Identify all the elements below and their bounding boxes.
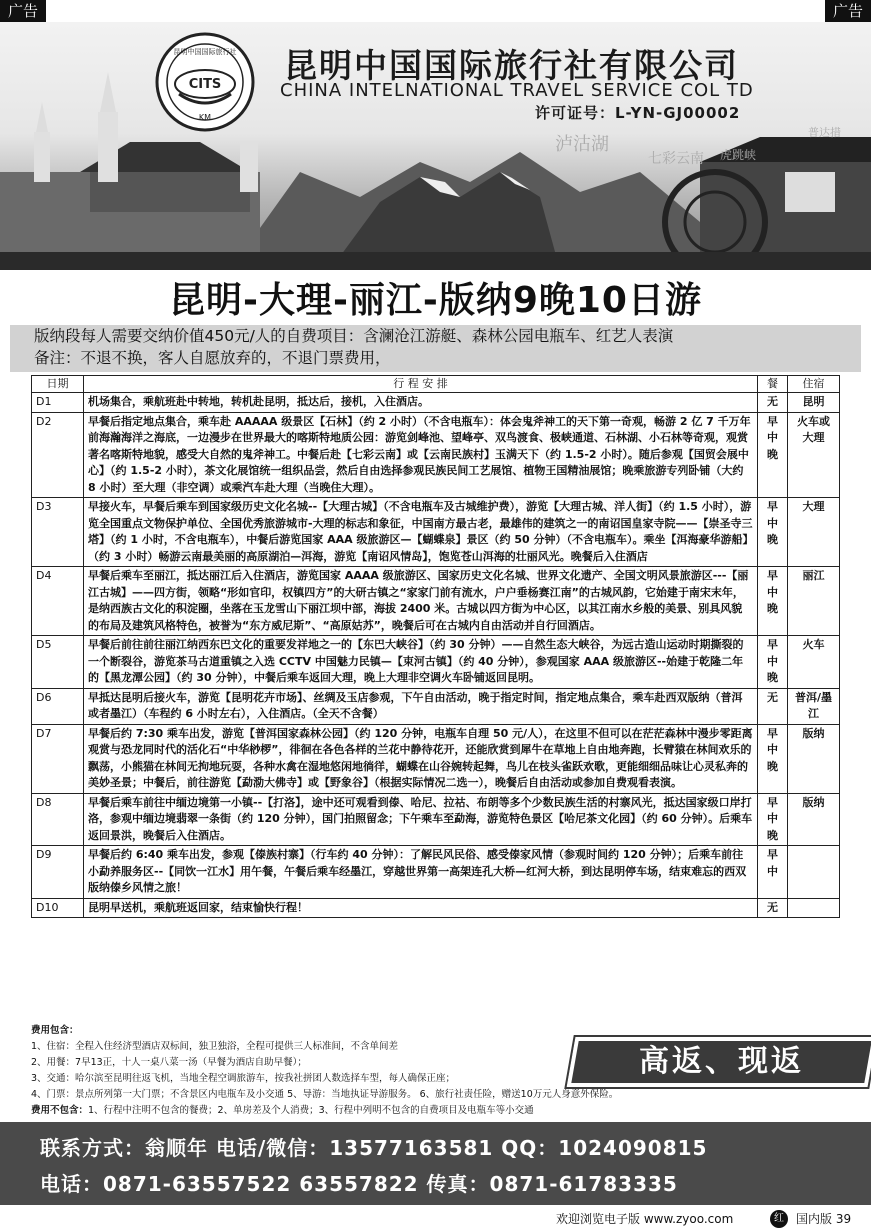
meal-cell: 早 中 晚 [758,567,788,636]
table-row [32,846,840,899]
plan-cell: 早餐后约 6:40 乘车出发，参观【傣族村寨】（行车约 40 分钟）：了解民风民俗、感受傣家风情（参观时间约 120 分钟）；后乘车前往小勐养服务区--【同饮一江水】用午餐，午餐后乘车经墨江，穿越世界第一高架连孔大桥—红河大桥，到达昆明停车场，结束难忘的西双版纳傣乡风情之旅！ [84,846,758,899]
header-meal: 餐 [758,376,788,393]
stay-cell: 火车 [788,636,840,689]
fee-include-item: 4、门票：景点所列第一大门票；不含景区内电瓶车及小交通 5、导游：当地执证导游服务。 6、旅行社责任险，赠送10万元人身意外保险。 [31,1089,619,1100]
header-banner [0,22,871,270]
stay-cell: 版纳 [788,793,840,846]
table-header-row [32,376,840,393]
logo-arc-text: 昆明中国国际旅行社 [173,48,237,56]
table-row [32,567,840,636]
stay-cell [788,898,840,918]
promo-text: 高返、现返 [639,1044,804,1079]
fee-include-item: 1、住宿：全程入住经济型酒店双标间，独卫独浴，全程可提供三人标准间，不含单间差 [31,1041,399,1052]
stay-cell [788,846,840,899]
ghost-label: 泸沽湖 [555,134,609,155]
header-date: 日期 [32,376,84,393]
table-row [32,393,840,413]
table-row [32,636,840,689]
meal-cell: 早 中 晚 [758,498,788,567]
plan-cell: 早餐后指定地点集合，乘车赴 AAAAA 级景区【石林】（约 2 小时）（不含电瓶车）：体会鬼斧神工的天下第一奇观，畅游 2 亿 7 千万年前海瀚海洋之海底，一边漫步在世界最大的喀斯特地质公园：游览剑峰池、望峰亭、双鸟渡食、极峡通道、石林湖、小石林等奇观，观赏著名喀斯特地貌，感受大自然的鬼斧神工。中餐后赴【七彩云南】或【云南民族村】玉满天下（约 1.5-2 小时）。随后参观【国贸会展中心】（约 1.5-2 小时），茶文化展馆统一组织品尝，然后自由选择参观民族民间工艺展馆、植物王国精油展馆；晚乘旅游专列卧铺（大约 8 小时）至大理（非空调）或乘汽车赴大理（当晚住大理）。 [84,412,758,498]
fee-include-item: 3、交通：哈尔滨至昆明往返飞机，当地全程空调旅游车，按我社拼团人数选择车型，每人确保正座； [31,1073,456,1084]
stay-cell: 昆明 [788,393,840,413]
meal-cell: 无 [758,898,788,918]
ad-tag-left: 广告 [0,0,46,22]
header-stay: 住宿 [788,376,840,393]
ad-tag-right: 广告 [825,0,871,22]
plan-cell: 昆明早送机，乘航班返回家，结束愉快行程！ [84,898,758,918]
notice-band [10,325,861,372]
day-cell: D3 [32,498,84,567]
promo-badge [567,1037,871,1087]
meal-cell: 无 [758,393,788,413]
day-cell: D8 [32,793,84,846]
stay-cell: 大理 [788,498,840,567]
contact-line-2: 电话：0871-63557522 63557822 传真：0871-61783335 [40,1172,678,1196]
plan-cell: 早接火车，早餐后乘车到国家级历史文化名城--【大理古城】（不含电瓶车及古城维护费），游览【大理古城、洋人街】（约 1.5 小时），游览全国重点文物保护单位、全国优秀旅游城市-大理的标志和象征，中国南方最古老，最雄伟的建筑之一的南诏国皇家寺院——【崇圣寺三塔】（约 1 小时，不含电瓶车），中餐后游览国家 AAA 级旅游区—【蝴蝶泉】景区（约 50 分钟）（不含电瓶车）。乘坐【洱海豪华游船】（约 3 小时）畅游云南最美丽的高原湖泊—洱海，游览【南诏风情岛】，饱览苍山洱海的壮丽风光。晚餐后入住酒店 [84,498,758,567]
day-cell: D4 [32,567,84,636]
table-row [32,724,840,793]
cits-logo [155,32,255,132]
company-name-en: CHINA INTELNATIONAL TRAVEL SERVICE COL TD [280,80,754,101]
itinerary-table [31,375,840,918]
page-footer [0,1208,871,1230]
plan-cell: 早餐后前往前往丽江纳西东巴文化的重要发祥地之一的【东巴大峡谷】（约 30 分钟）——自然生态大峡谷，为远古造山运动时期撕裂的一个断裂谷，游览茶马古道重镇之入选 CCTV 中国魅力民镇—【束河古镇】（约 40 分钟），参观国家 AAA 级旅游区--始建于乾隆二年的【黑龙潭公园】（约 30 分钟），中餐后乘车返回大理，晚上大理非空调火车卧铺返回昆明。 [84,636,758,689]
fee-include-item: 2、用餐：7早13正，十人一桌八菜一汤（早餐为酒店自助早餐）； [31,1057,307,1068]
contact-line-1: 联系方式：翁顺年 电话/微信：13577163581 QQ：1024090815 [40,1136,708,1160]
license-number: 许可证号：L-YN-GJ00002 [535,104,741,122]
header-plan: 行 程 安 排 [84,376,758,393]
meal-cell: 早 中 晚 [758,793,788,846]
day-cell: D2 [32,412,84,498]
table-row [32,498,840,567]
ghost-label: 普达措 [808,126,841,139]
contact-bar [0,1122,871,1205]
day-cell: D6 [32,688,84,724]
meal-cell: 无 [758,688,788,724]
stay-cell: 版纳 [788,724,840,793]
plan-cell: 早抵达昆明后接火车，游览【昆明花卉市场】、丝绸及玉店参观，下午自由活动，晚于指定时间，指定地点集合，乘车赴西双版纳（普洱或者墨江）（车程约 6 小时左右），入住酒店。（全天不含餐） [84,688,758,724]
table-row [32,793,840,846]
plan-cell: 早餐后约 7:30 乘车出发，游览【普洱国家森林公园】（约 120 分钟，电瓶车自理 50 元/人），在这里不但可以在茫茫森林中漫步零距离观赏与恐龙同时代的活化石“中华桫椤”，徘徊在各色各样的兰花中静待花开，还能欣赏到犀牛在草地上自由地奔跑，长臂猿在林间欢乐的飘荡，小熊猫在林间无拘地玩耍，各种水禽在湿地悠闲地徜徉，蝴蝶在山谷婉转起舞，鸟儿在枝头雀跃欢歌，更能细细品味让心灵私奔的美妙圣景；中餐后，前往游览【勐泐大佛寺】或【野象谷】（根据实际情况二选一），晚餐后自由活动或参加自费观看表演。 [84,724,758,793]
day-cell: D10 [32,898,84,918]
meal-cell: 早 中 晚 [758,636,788,689]
table-row [32,412,840,498]
ghost-label: 七彩云南 [648,151,704,167]
plan-cell: 早餐后乘车至丽江，抵达丽江后入住酒店，游览国家 AAAA 级旅游区、国家历史文化名城、世界文化遗产、全国文明风景旅游区---【丽江古城】——四方街，领略“形如官印，权镇四方”的大研古镇之“家家门前有流水，户户垂杨赛江南”的古城风韵，它始建于南宋末年，是纳西族古文化的积淀圈，坐落在玉龙雪山下丽江坝中部，海拔 2400 米。古城以四方街为中心区，以其江南水乡般的美景、别具风貌的布局及建筑风格特色，被誉为“东方威尼斯”、“高原姑苏”，晚餐后可在古城内自由活动并自行回酒店。 [84,567,758,636]
red-badge-icon: 红 [770,1210,788,1228]
stay-cell: 丽江 [788,567,840,636]
fee-exclude-text: 1、行程中注明不包含的餐费；2、单房差及个人消费；3、行程中列明不包含的自费项目及电瓶车等小交通 [88,1105,534,1116]
day-cell: D1 [32,393,84,413]
stay-cell: 普洱/墨江 [788,688,840,724]
table-row [32,688,840,724]
footer-edition: 国内版 39 [796,1212,852,1226]
fee-exclude-label: 费用不包含： [31,1105,89,1116]
ghost-label: 虎跳峡 [720,148,757,162]
day-cell: D9 [32,846,84,899]
day-cell: D7 [32,724,84,793]
logo-km-text: KM [198,113,212,122]
fee-include-label: 费用包含： [31,1025,79,1036]
plan-cell: 机场集合，乘航班赴中转地，转机赴昆明，抵达后，接机，入住酒店。 [84,393,758,413]
tour-title: 昆明-大理-丽江-版纳9晚10日游 [169,280,702,321]
plan-cell: 早餐后乘车前往中缅边境第一小镇--【打洛】，途中还可观看到傣、哈尼、拉祜、布朗等多个少数民族生活的村寨风光，抵达国家级口岸打洛，参观中缅边境翡翠一条街（约 120 分钟），国门拍照留念；下午乘车至勐海，游览特色景区【哈尼茶文化园】（约 60 分钟）。后乘车返回景洪，晚餐后入住酒店。 [84,793,758,846]
table-row [32,898,840,918]
footer-site-text: 欢迎浏览电子版 www.zyoo.com [556,1212,734,1226]
stay-cell: 火车或大理 [788,412,840,498]
meal-cell: 早 中 晚 [758,412,788,498]
notice-line: 备注：不退不换，客人自愿放弃的，不退门票费用， [34,349,391,367]
logo-cits-text: CITS [188,77,222,92]
company-name-cn: 昆明中国国际旅行社有限公司 [284,46,739,85]
notice-line: 版纳段每人需要交纳价值450元/人的自费项目：含澜沧江游艇、森林公园电瓶车、红艺人表演 [34,327,674,345]
meal-cell: 早 中 晚 [758,724,788,793]
day-cell: D5 [32,636,84,689]
meal-cell: 早 中 [758,846,788,899]
